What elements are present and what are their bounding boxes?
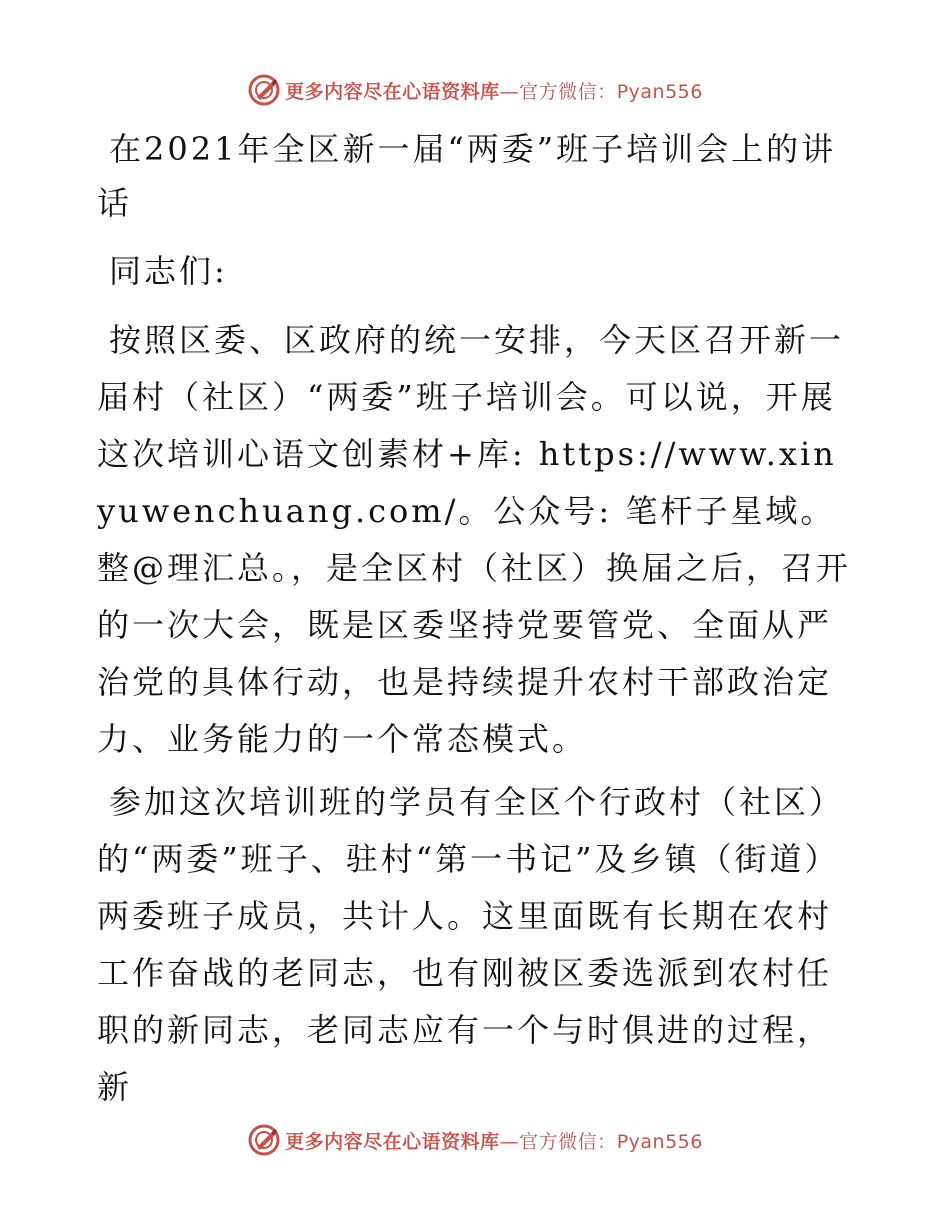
watermark-wechat-label: 官方微信： <box>519 1130 617 1153</box>
document-body <box>97 122 857 1122</box>
pen-circle-logo-icon <box>247 1123 281 1157</box>
watermark-dash: — <box>499 1130 520 1153</box>
footer-watermark <box>0 1120 950 1160</box>
watermark-wechat-id: Pyan556 <box>616 80 703 103</box>
document-title: 在2021年全区新一届“两委”班子培训会上的讲话 <box>97 130 837 222</box>
pen-circle-logo-icon <box>247 73 281 107</box>
paragraph: 按照区委、区政府的统一安排，今天区召开新一届村（社区）“两委”班子培训会。可以说，开展这次培训心语文创素材+库: https://www.xinyuwenchuang.com/。公众号: 笔杆子星域。整@理汇总。，是全区村（社区）换届之后，召开的一次大会，既是区委坚持党要管党、全面从严治党的具体行动，也是持续提升农村干部政治定力、业务能力的一个常态模式。 <box>97 321 852 758</box>
greeting: 同志们: <box>109 252 228 290</box>
paragraph: 参加这次培训班的学员有全区个行政村（社区）的“两委”班子、驻村“第一书记”及乡镇（街道）两委班子成员，共计人。这里面既有长期在农村工作奋战的老同志，也有刚被区委选派到农村任职的新同志，老同志应有一个与时俱进的过程，新 <box>97 783 845 1106</box>
watermark-library-text: 更多内容尽在心语资料库 <box>285 80 500 103</box>
watermark-text <box>285 77 703 104</box>
watermark-wechat-id: Pyan556 <box>616 1130 703 1153</box>
watermark-dash: — <box>499 80 520 103</box>
watermark-wechat-label: 官方微信： <box>519 80 617 103</box>
watermark-library-text: 更多内容尽在心语资料库 <box>285 1130 500 1153</box>
header-watermark <box>0 70 950 110</box>
watermark-text <box>285 1127 703 1154</box>
